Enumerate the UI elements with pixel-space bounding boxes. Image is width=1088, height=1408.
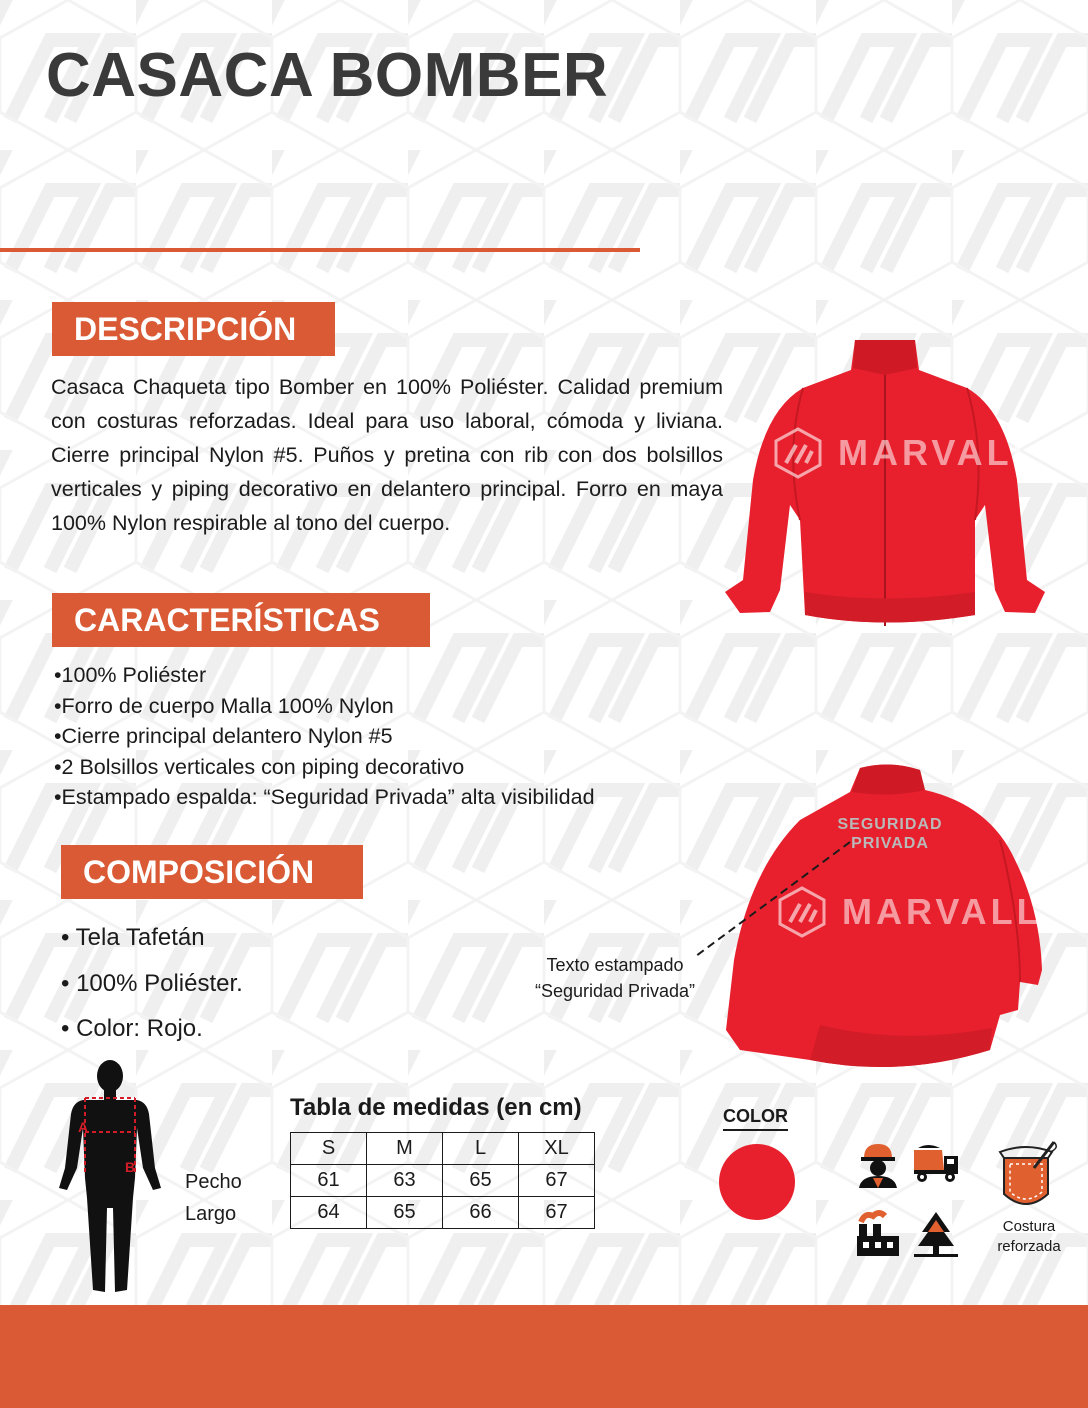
description-heading: DESCRIPCIÓN (52, 302, 335, 356)
body-measure-diagram (55, 1058, 165, 1298)
list-item: •Cierre principal delantero Nylon #5 (54, 724, 393, 748)
table-cell: 65 (367, 1197, 443, 1229)
table-cell: 67 (519, 1197, 595, 1229)
list-item: •100% Poliéster (54, 663, 207, 687)
size-row-labels (185, 1166, 242, 1230)
color-label: COLOR (723, 1106, 788, 1131)
row-label-largo: Largo (185, 1203, 237, 1225)
list-item: • 100% Poliéster. (61, 969, 243, 997)
characteristics-list (54, 660, 595, 813)
table-row (291, 1197, 595, 1229)
callout-line (690, 840, 860, 960)
print-callout (520, 952, 710, 1004)
stitch-icon (990, 1138, 1062, 1214)
brand-watermark: MARVALL (838, 432, 1039, 473)
title-divider (0, 248, 640, 252)
callout-line1: Texto estampado (546, 955, 684, 975)
table-cell: 63 (367, 1165, 443, 1197)
footer-bar (0, 1305, 1088, 1408)
table-cell: 65 (443, 1165, 519, 1197)
jacket-front-image (705, 330, 1065, 635)
label-a: A (78, 1119, 89, 1135)
brand-watermark: MARVALL (842, 891, 1043, 932)
stitch-label (985, 1217, 1073, 1257)
table-cell: 66 (443, 1197, 519, 1229)
size-table (290, 1132, 595, 1229)
size-table-title: Tabla de medidas (en cm) (290, 1094, 582, 1121)
list-item: •2 Bolsillos verticales con piping decorativo (54, 754, 465, 779)
callout-line2: “Seguridad Privada” (534, 981, 696, 1001)
brand-logo-icon (776, 886, 828, 938)
size-header: M (367, 1133, 443, 1165)
brand-logo-icon (772, 427, 824, 479)
row-label-pecho: Pecho (185, 1171, 242, 1193)
list-item: •Forro de cuerpo Malla 100% Nylon (54, 693, 394, 718)
back-print-line1: SEGURIDAD (837, 816, 943, 833)
factory-icon (855, 1210, 901, 1258)
page-title: CASACA BOMBER (46, 41, 609, 110)
table-cell: 67 (519, 1165, 595, 1197)
table-cell: 61 (291, 1165, 367, 1197)
forest-icon (912, 1210, 960, 1258)
stitch-label-line1: Costura (1002, 1218, 1056, 1235)
list-item: •Estampado espalda: “Seguridad Privada” alta visibilidad (54, 785, 595, 809)
label-b: B (125, 1159, 136, 1175)
back-print-line2: PRIVADA (851, 835, 929, 852)
stitch-label-line2: reforzada (997, 1238, 1061, 1255)
list-item: • Color: Rojo. (61, 1015, 203, 1042)
composition-list (61, 915, 243, 1052)
color-swatch-red (719, 1144, 795, 1220)
size-header: XL (519, 1133, 595, 1165)
size-header: L (443, 1133, 519, 1165)
worker-icon (855, 1140, 901, 1188)
composition-heading: COMPOSICIÓN (61, 845, 363, 899)
list-item: • Tela Tafetán (61, 924, 205, 951)
size-header: S (291, 1133, 367, 1165)
table-row (291, 1165, 595, 1197)
truck-icon (912, 1140, 960, 1188)
description-text: Casaca Chaqueta tipo Bomber en 100% Poliéster. Calidad premium con costuras reforzadas. Ideal para uso laboral, cómoda y liviana. Cierre principal Nylon #5. Puños y pretina con rib con dos bolsillos verticales y piping decorativo en delantero principal. Forro en maya 100% Nylon respirable al tono del cuerpo. (51, 375, 723, 535)
table-header-row (291, 1133, 595, 1165)
table-cell: 64 (291, 1197, 367, 1229)
characteristics-heading: CARACTERÍSTICAS (52, 593, 430, 647)
